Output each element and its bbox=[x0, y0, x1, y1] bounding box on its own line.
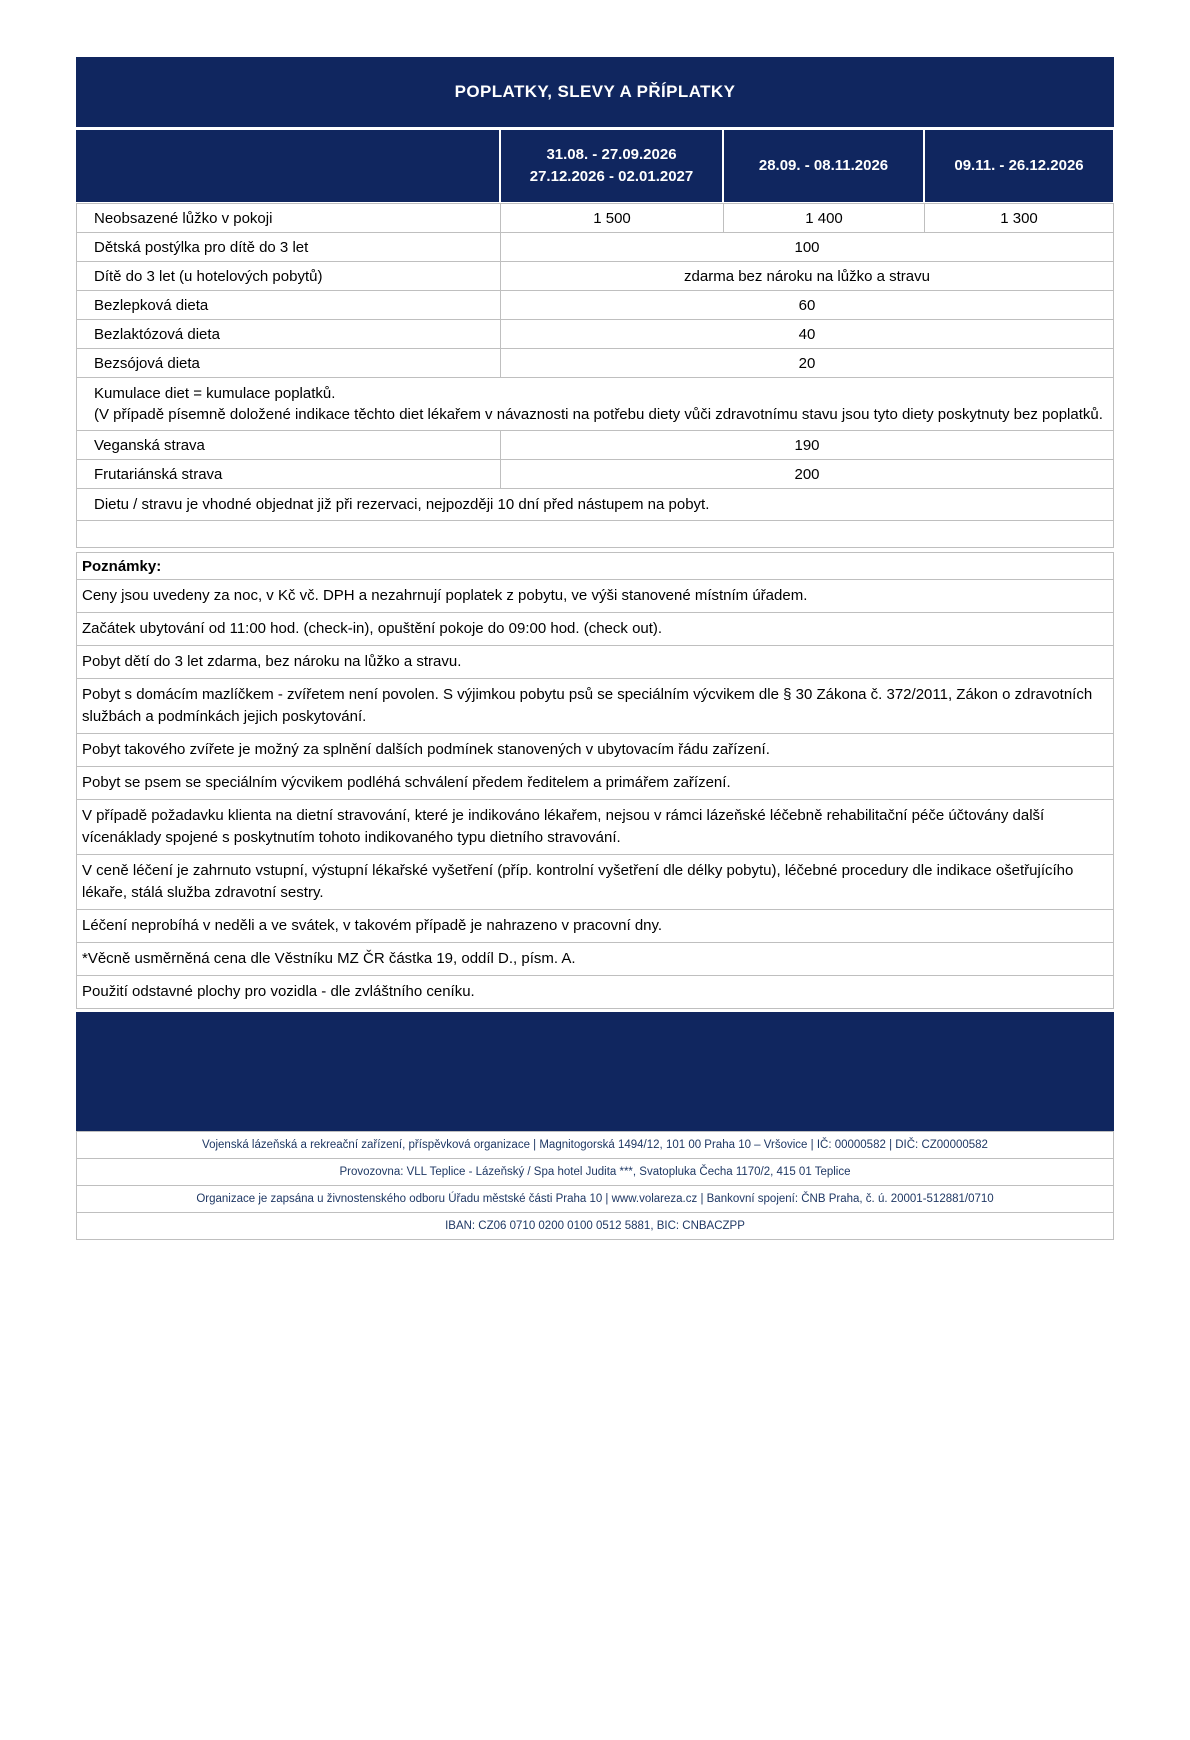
note-prices-per-night: Ceny jsou uvedeny za noc, v Kč vč. DPH a nezahrnují poplatek z pobytu, ve výši stanovené místním úřadem. bbox=[76, 579, 1114, 613]
row-label: Bezlaktózová dieta bbox=[94, 326, 220, 343]
diet-note-line-1: Kumulace diet = kumulace poplatků. bbox=[94, 385, 336, 402]
season-2-label: 28.09. - 08.11.2026 bbox=[758, 157, 889, 174]
note-children-free: Pobyt dětí do 3 let zdarma, bez nároku na lůžko a stravu. bbox=[76, 645, 1114, 679]
document-title: POPLATKY, SLEVY A PŘÍPLATKY bbox=[454, 82, 736, 101]
season-3-label: 09.11. - 26.12.2026 bbox=[954, 157, 1084, 174]
price-all-seasons: 60 bbox=[500, 291, 1113, 319]
price-season-1: 1 500 bbox=[500, 204, 723, 232]
price-all-seasons: 100 bbox=[500, 233, 1113, 261]
row-label: Dětská postýlka pro dítě do 3 let bbox=[94, 239, 309, 256]
note-regulated-price: *Věcně usměrněná cena dle Věstníku MZ ČR částka 19, oddíl D., písm. A. bbox=[76, 942, 1114, 976]
note-no-treatment-sundays: Léčení neprobíhá v neděli a ve svátek, v takovém případě je nahrazeno v pracovní dny. bbox=[76, 909, 1114, 943]
table-row-child-under-3 bbox=[76, 261, 1114, 291]
price-all-seasons: zdarma bez nároku na lůžko a stravu bbox=[500, 262, 1113, 290]
order-note-text: Dietu / stravu je vhodné objednat již při rezervaci, nejpozději 10 dní před nástupem na pobyt. bbox=[94, 496, 710, 513]
price-all-seasons: 40 bbox=[500, 320, 1113, 348]
season-header-row bbox=[76, 130, 1114, 202]
note-diet-no-extra-cost: V případě požadavku klienta na dietní stravování, které je indikováno lékařem, nejsou v rámci lázeňské léčebně rehabilitační péče účtovány další vícenáklady spojené s poskytnutím tohoto indikovaného typu dietního stravování. bbox=[76, 799, 1114, 855]
season-1-line-1: 31.08. - 27.09.2026 bbox=[546, 146, 677, 163]
footer-registration-line: Organizace je zapsána u živnostenského odboru Úřadu městské části Praha 10 | www.volareza.cz | Bankovní spojení: ČNB Praha, č. ú. 20001-512881/0710 bbox=[76, 1185, 1114, 1213]
notes-heading: Poznámky: bbox=[76, 552, 1114, 580]
price-all-seasons: 20 bbox=[500, 349, 1113, 377]
season-1-line-2: 27.12.2026 - 02.01.2027 bbox=[529, 168, 694, 185]
table-row-diet-accumulation-note bbox=[76, 377, 1114, 431]
table-row-unoccupied-bed bbox=[76, 203, 1114, 233]
row-label: Neobsazené lůžko v pokoji bbox=[94, 210, 273, 227]
row-label: Bezsójová dieta bbox=[94, 355, 200, 372]
table-row-gluten-free-diet bbox=[76, 290, 1114, 320]
price-season-2: 1 400 bbox=[723, 204, 924, 232]
price-all-seasons: 200 bbox=[500, 460, 1113, 488]
row-label: Bezlepková dieta bbox=[94, 297, 209, 314]
row-label: Veganská strava bbox=[94, 437, 205, 454]
footer-iban-line: IBAN: CZ06 0710 0200 0100 0512 5881, BIC: CNBACZPP bbox=[76, 1212, 1114, 1240]
table-row-crib bbox=[76, 232, 1114, 262]
price-list-document bbox=[76, 57, 1114, 1240]
note-pets-not-allowed: Pobyt s domácím mazlíčkem - zvířetem není povolen. S výjimkou pobytu psů se speciálním výcvikem dle § 30 Zákona č. 372/2011, Zákon o zdravotních službách a podmínkách jejich poskytování. bbox=[76, 678, 1114, 734]
season-header-3 bbox=[925, 130, 1113, 202]
price-all-seasons: 190 bbox=[500, 431, 1113, 459]
note-trained-dog-approval: Pobyt se psem se speciálním výcvikem podléhá schválení předem ředitelem a primářem zařízení. bbox=[76, 766, 1114, 800]
footer-branch-line: Provozovna: VLL Teplice - Lázeňský / Spa hotel Judita ***, Svatopluka Čecha 1170/2, 415 01 Teplice bbox=[76, 1158, 1114, 1186]
document-title-bar bbox=[76, 57, 1114, 127]
notes-section bbox=[76, 552, 1114, 1009]
table-row-empty bbox=[76, 520, 1114, 548]
season-header-2 bbox=[724, 130, 923, 202]
table-row-order-note bbox=[76, 488, 1114, 521]
season-header-1 bbox=[501, 130, 722, 202]
table-row-lactose-free-diet bbox=[76, 319, 1114, 349]
price-season-3: 1 300 bbox=[924, 204, 1113, 232]
footer-organization-line: Vojenská lázeňská a rekreační zařízení, příspěvková organizace | Magnitogorská 1494/12, 101 00 Praha 10 – Vršovice | IČ: 00000582 | DIČ: CZ00000582 bbox=[76, 1131, 1114, 1159]
row-label: Frutariánská strava bbox=[94, 466, 223, 483]
row-label: Dítě do 3 let (u hotelových pobytů) bbox=[94, 268, 323, 285]
table-row-vegan-food bbox=[76, 430, 1114, 460]
season-header-empty-cell bbox=[76, 130, 499, 202]
note-animal-conditions: Pobyt takového zvířete je možný za splnění dalších podmínek stanovených v ubytovacím řádu zařízení. bbox=[76, 733, 1114, 767]
note-treatment-included: V ceně léčení je zahrnuto vstupní, výstupní lékařské vyšetření (příp. kontrolní vyšetření dle délky pobytu), léčebné procedury dle indikace ošetřujícího lékaře, stálá služba zdravotní sestry. bbox=[76, 854, 1114, 910]
note-check-in-out: Začátek ubytování od 11:00 hod. (check-in), opuštění pokoje do 09:00 hod. (check out). bbox=[76, 612, 1114, 646]
table-row-fruitarian-food bbox=[76, 459, 1114, 489]
note-parking-price-list: Použití odstavné plochy pro vozidla - dle zvláštního ceníku. bbox=[76, 975, 1114, 1009]
diet-note-line-2: (V případě písemně doložené indikace těchto diet lékařem v návaznosti na potřebu diety vůči zdravotnímu stavu jsou tyto diety poskytnuty bez poplatků. bbox=[94, 406, 1103, 423]
footer-navy-block bbox=[76, 1012, 1114, 1132]
table-row-soy-free-diet bbox=[76, 348, 1114, 378]
